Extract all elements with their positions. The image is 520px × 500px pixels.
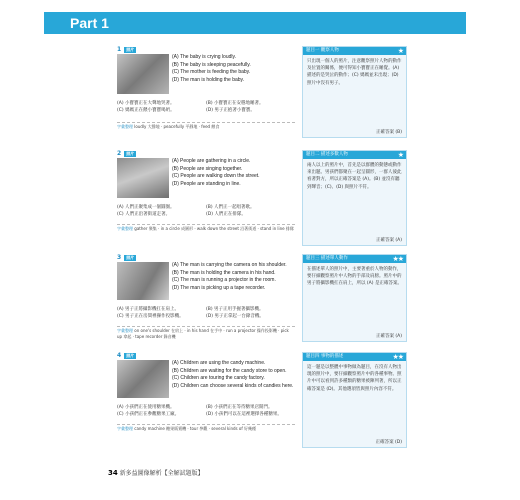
vocab-text: candy machine 糖果販賣機 · tour 參觀 · several kinds of 好幾種 [134,426,257,431]
vocab-text: loudly 大聲地 · peacefully 平靜地 · feed 餵食 [134,124,220,129]
analysis-title: 題目三 描述單人動作 [306,256,348,261]
option-b: (B) Children are waiting for the candy store to open. [172,367,287,374]
analysis-title: 題目四 事物的描述 [306,354,344,359]
question-number: 1 [117,46,122,53]
option-d: (D) People are standing in line. [172,180,241,187]
question-2-photo [117,158,169,198]
analysis-body: 兩人以上的照片中，首先是以群體的動態或動作來出題。男孩們都聚在一起呈圓形，一群人彼此看著對方，所以正確答案是 (A)。(B) 並沒有聽到聲音；(C)、(D) 與照片不符。 [307,163,402,190]
question-4-analysis [302,352,407,448]
question-1-analysis [302,46,407,138]
question-4-vocab [117,424,295,432]
correct-answer: 正確答案 (A) [375,334,402,339]
translation-b: (B) 小孩們正在等待糖果店開門。 [206,405,273,410]
question-3-translation [117,306,295,320]
option-b: (B) People are singing together. [172,165,243,172]
option-a: (A) The man is carrying the camera on his shoulder. [172,262,287,268]
analysis-body: 只出現一個人的照片，注意觀察照片人物的動作及位置的關係，便可得知小寶寶正在睡覺。(A) 描述的是哭泣的動作；(C) 媽媽並未出現；(D) 照片中沒有男子。 [307,59,402,86]
option-b: (B) The baby is sleeping peacefully. [172,61,251,68]
difficulty-stars-icon: ★ [397,47,403,55]
question-tag: 照片 [126,254,135,260]
correct-answer: 正確答案 (B) [375,130,402,135]
option-d: (D) Children can choose several kinds of candies here. [172,382,294,389]
vocab-label: 字彙整理 [117,226,133,231]
question-1-translation [117,100,295,114]
question-4-number [117,352,295,359]
question-1-options [172,54,294,84]
analysis-title: 題目二 描述多數人物 [306,152,348,157]
question-tag: 照片 [126,352,135,358]
question-2-translation [117,204,295,218]
translation-c: (C) 小孩們正在參觀糖果工廠。 [117,412,180,417]
vocab-label: 字彙整理 [117,426,133,431]
question-number: 3 [117,254,122,261]
question-2-analysis [302,150,407,246]
translation-a: (A) 小孩們正在使用糖果機。 [117,405,175,410]
translation-c: (C) 人們正沿著街道走著。 [117,212,171,217]
page-number: 34 [108,469,118,477]
question-4-photo [117,360,169,398]
difficulty-stars-icon: ★★ [392,353,403,361]
vocab-label: 字彙整理 [117,124,133,129]
page-title: Part 1 [70,15,109,31]
question-3-vocab [117,326,295,340]
question-1-vocab [117,122,295,130]
translation-a: (A) 人們正聚集成一個圓圈。 [117,205,175,210]
vocab-label: 字彙整理 [117,328,133,333]
translation-b: (B) 小寶寶正在安穩地睡著。 [206,101,264,106]
page-footer [108,468,204,477]
translation-d: (D) 男子正抱著小寶寶。 [206,108,255,113]
option-a: (A) People are gathering in a circle. [172,158,251,164]
question-3-analysis [302,254,407,342]
translation-b: (B) 人們正一起唱著歌。 [206,205,255,210]
question-1-photo [117,54,169,94]
option-a: (A) Children are using the candy machine. [172,360,266,366]
analysis-body: 在描述單人的照片中，主要著重於人物的動作，要仔細觀察照片中人物的手部及肩膀。照片中的男子將攝影機扛在肩上，所以 (A) 是正確答案。 [307,267,402,287]
question-1-number [117,46,295,53]
question-4-translation [117,404,295,418]
question-number: 2 [117,150,122,157]
question-tag: 照片 [126,46,135,52]
option-b: (B) The man is holding the camera in his hand. [172,269,276,276]
analysis-title: 題目一 觀察人物 [306,48,339,53]
option-c: (C) People are walking down the street. [172,173,260,179]
analysis-body: 這一題是以整體中事物做為題目，在沒有人物出現的照片中，要仔細觀察照片中的各種事物。照片中可以看到許多種類的糖果被陳列著，所以正確答案是 (D)。其他選項皆與照片內容不符。 [307,365,402,392]
translation-a: (A) 男子正將攝影機扛在肩上。 [117,307,180,312]
difficulty-stars-icon: ★★ [392,255,403,263]
option-a: (A) The baby is crying loudly. [172,54,237,60]
correct-answer: 正確答案 (A) [375,238,402,243]
question-2-number [117,150,295,157]
question-2-vocab [117,224,295,232]
part-header [44,12,466,34]
difficulty-stars-icon: ★ [397,151,403,159]
question-3-number [117,254,295,261]
question-number: 4 [117,352,122,359]
option-d: (D) The man is picking up a tape recorder. [172,284,266,291]
correct-answer: 正確答案 (D) [375,440,402,445]
translation-d: (D) 人們正在排隊。 [206,212,246,217]
option-c: (C) The man is running a projector in the room. [172,277,276,283]
translation-b: (B) 男子正用手握著攝影機。 [206,307,264,312]
option-c: (C) The mother is feeding the baby. [172,69,251,75]
translation-c: (C) 男子正在房間裡操作投影機。 [117,314,184,319]
vocab-text: gather 聚集 · in a circle 成圓形 · walk down the street 沿著街道 · stand in line 排隊 [134,226,294,231]
question-tag: 照片 [126,150,135,156]
question-3-photo [117,262,169,300]
translation-d: (D) 小孩們可以在這裡選擇各種糖果。 [206,412,282,417]
option-c: (C) Children are touring the candy factory. [172,375,265,381]
translation-c: (C) 媽媽正在餵小寶寶喝奶。 [117,108,175,113]
book-title: 新多益圖像解析【全解試題版】 [119,470,204,477]
question-4-options [172,360,294,390]
vocab-text: on one's shoulder 在肩上 · in his hand 在手中 · run a projector 操作投影機 · pick up 拿起 · tape recorder 錄音機 [117,328,289,339]
translation-d: (D) 男子正拿起一台錄音機。 [206,314,264,319]
translation-a: (A) 小寶寶正在大聲地哭著。 [117,101,175,106]
question-2-options [172,158,294,188]
question-3-options [172,262,294,292]
option-d: (D) The man is holding the baby. [172,76,245,83]
